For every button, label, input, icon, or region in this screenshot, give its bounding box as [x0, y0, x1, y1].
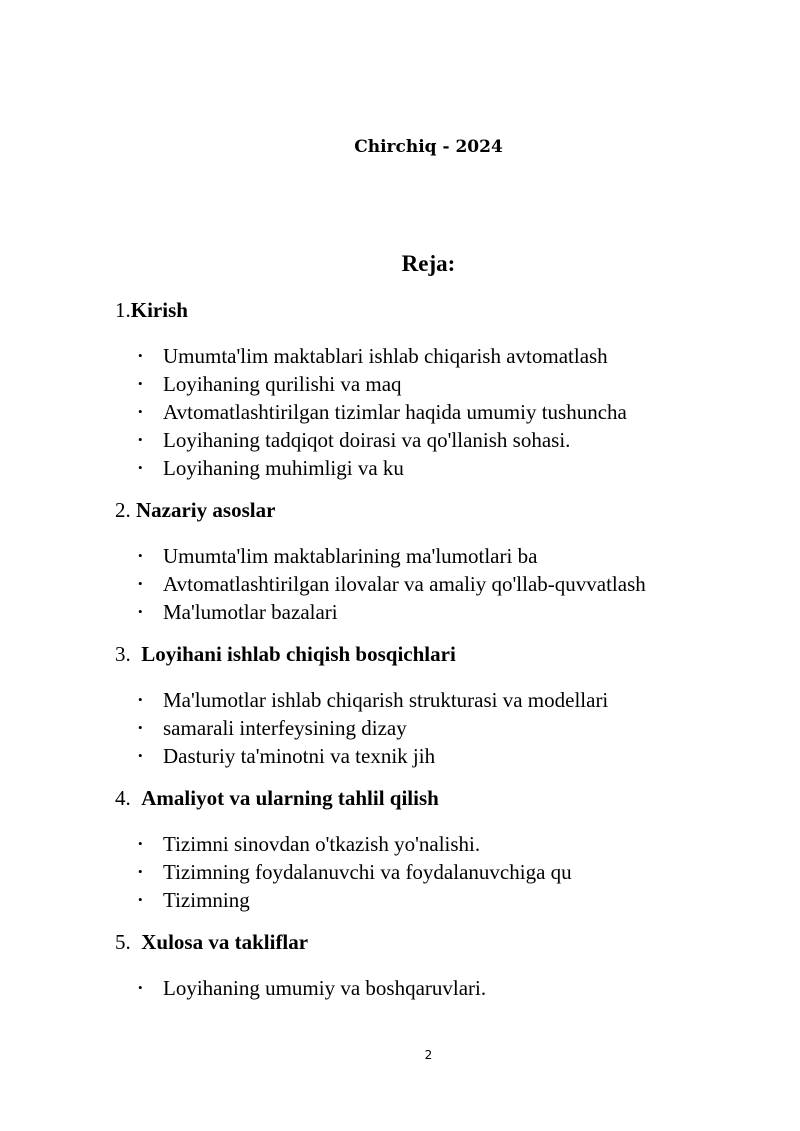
list-item-text: Umumta'lim maktablari ishlab chiqarish avtomatlash	[163, 344, 608, 368]
list-item	[138, 886, 775, 914]
bullet-icon: •	[138, 432, 143, 447]
bullet-icon: •	[138, 376, 143, 391]
section-number: 1.	[115, 298, 131, 322]
section-number: 3.	[115, 642, 142, 666]
section-1	[115, 296, 775, 482]
list-item	[138, 398, 775, 426]
list-item-text: Ma'lumotlar bazalari	[163, 600, 338, 624]
list-item-text: Loyihaning umumiy va boshqaruvlari.	[163, 976, 487, 1000]
bullet-icon: •	[138, 836, 143, 851]
section-4	[115, 784, 775, 914]
list-item-text: Tizimning	[163, 888, 250, 912]
section-heading	[115, 784, 775, 812]
list-item	[138, 686, 775, 714]
section-heading	[115, 928, 775, 956]
bullet-icon: •	[138, 348, 143, 363]
bullet-icon: •	[138, 692, 143, 707]
section-item-list	[115, 686, 775, 770]
list-item-text: Ma'lumotlar ishlab chiqarish strukturasi va modellari	[163, 688, 609, 712]
bullet-icon: •	[138, 980, 143, 995]
list-item	[138, 714, 775, 742]
list-item	[138, 858, 775, 886]
section-5	[115, 928, 775, 1002]
bullet-icon: •	[138, 604, 143, 619]
section-title: Kirish	[130, 298, 188, 322]
city-year-heading: Chirchiq - 2024	[354, 137, 503, 157]
bullet-icon: •	[138, 548, 143, 563]
section-number: 4.	[115, 786, 142, 810]
list-item	[138, 598, 775, 626]
list-item	[138, 742, 775, 770]
list-item	[138, 342, 775, 370]
section-title: Xulosa va takliflar	[141, 930, 309, 954]
section-number: 2.	[115, 498, 136, 522]
section-title: Loyihani ishlab chiqish bosqichlari	[141, 642, 456, 666]
plan-outline	[115, 296, 775, 1016]
list-item-text: samarali interfeysining dizay	[163, 716, 407, 740]
bullet-icon: •	[138, 892, 143, 907]
list-item	[138, 542, 775, 570]
section-heading	[115, 296, 775, 324]
list-item	[138, 454, 775, 482]
list-item	[138, 974, 775, 1002]
bullet-icon: •	[138, 576, 143, 591]
list-item-text: Dasturiy ta'minotni va texnik jih	[163, 744, 436, 768]
section-item-list	[115, 542, 775, 626]
bullet-icon: •	[138, 460, 143, 475]
section-title: Amaliyot va ularning tahlil qilish	[141, 786, 439, 810]
list-item-text: Loyihaning qurilishi va maq	[163, 372, 402, 396]
section-heading	[115, 640, 775, 668]
section-3	[115, 640, 775, 770]
section-item-list	[115, 830, 775, 914]
section-number: 5.	[115, 930, 142, 954]
section-item-list	[115, 974, 775, 1002]
bullet-icon: •	[138, 404, 143, 419]
list-item-text: Tizimni sinovdan o'tkazish yo'nalishi.	[163, 832, 481, 856]
list-item-text: Tizimning foydalanuvchi va foydalanuvchiga qu	[163, 860, 572, 884]
section-title: Nazariy asoslar	[136, 498, 276, 522]
list-item	[138, 370, 775, 398]
list-item	[138, 570, 775, 598]
list-item	[138, 830, 775, 858]
list-item-text: Avtomatlashtirilgan ilovalar va amaliy qo'llab-quvvatlash	[163, 572, 646, 596]
section-heading	[115, 496, 775, 524]
plan-title: Reja:	[401, 251, 456, 276]
bullet-icon: •	[138, 720, 143, 735]
list-item-text: Avtomatlashtirilgan tizimlar haqida umumiy tushuncha	[163, 400, 627, 424]
section-item-list	[115, 342, 775, 482]
section-2	[115, 496, 775, 626]
list-item-text: Loyihaning muhimligi va ku	[163, 456, 404, 480]
list-item-text: Umumta'lim maktablarining ma'lumotlari ba	[163, 544, 538, 568]
bullet-icon: •	[138, 864, 143, 879]
page-number: 2	[424, 1048, 433, 1062]
list-item-text: Loyihaning tadqiqot doirasi va qo'llanish sohasi.	[163, 428, 571, 452]
list-item	[138, 426, 775, 454]
bullet-icon: •	[138, 748, 143, 763]
